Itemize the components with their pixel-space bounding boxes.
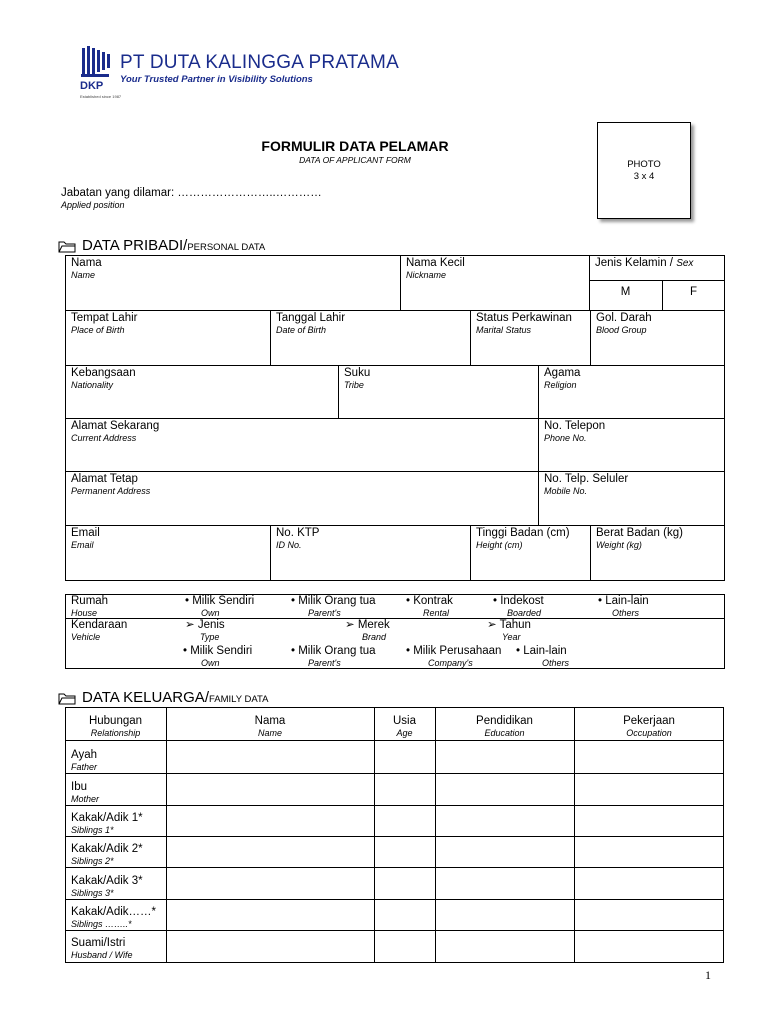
family-header-age: Usia Age [392,715,416,738]
family-header-relationship: Hubungan Relationship [88,715,143,738]
photo-box [597,122,691,219]
field-current-address[interactable]: Alamat Sekarang Current Address [71,420,160,443]
field-marital-status[interactable]: Status Perkawinan Marital Status [476,312,572,335]
field-sex-label: Jenis Kelamin / Sex [595,257,694,269]
vehicle-type[interactable]: ➢ Jenis Type [185,619,225,642]
field-tribe[interactable]: Suku Tribe [344,367,371,390]
field-nickname[interactable]: Nama Kecil Nickname [406,257,465,280]
field-religion[interactable]: Agama Religion [544,367,581,390]
field-blood-group[interactable]: Gol. Darah Blood Group [596,312,652,335]
family-row-sibling-2[interactable]: Kakak/Adik 2* Siblings 2* [71,843,143,866]
field-nationality[interactable]: Kebangsaan Nationality [71,367,136,390]
family-row-sibling-3[interactable]: Kakak/Adik 3* Siblings 3* [71,875,143,898]
field-date-of-birth[interactable]: Tanggal Lahir Date of Birth [276,312,346,335]
family-row-sibling-1[interactable]: Kakak/Adik 1* Siblings 1* [71,812,143,835]
family-row-sibling-n[interactable]: Kakak/Adik……* Siblings ……..* [71,906,157,929]
house-option-parents[interactable]: • Milik Orang tua Parent's [291,595,376,618]
family-header-name: Nama Name [254,715,286,738]
field-vehicle: Kendaraan Vehicle [71,619,128,642]
vehicle-option-parents[interactable]: • Milik Orang tua Parent's [291,645,376,668]
house-option-own[interactable]: • Milik Sendiri Own [185,595,255,618]
sex-option-m[interactable]: M [620,286,631,298]
field-email[interactable]: Email Email [71,527,100,550]
company-name: PT DUTA KALINGGA PRATAMA [120,52,399,73]
logo-mark: DKP [80,80,104,92]
house-option-rental[interactable]: • Kontrak Rental [406,595,453,618]
field-phone[interactable]: No. Telepon Phone No. [544,420,606,443]
field-mobile[interactable]: No. Telp. Seluler Mobile No. [544,473,629,496]
company-logo [78,44,399,106]
field-permanent-address[interactable]: Alamat Tetap Permanent Address [71,473,151,496]
vehicle-option-own[interactable]: • Milik Sendiri Own [183,645,253,668]
family-header-education: Pendidikan Education [476,715,533,738]
family-row-mother[interactable]: Ibu Mother [71,781,100,804]
folder-icon [58,692,76,705]
page-number: 1 [705,968,711,982]
field-place-of-birth[interactable]: Tempat Lahir Place of Birth [71,312,138,335]
house-option-others[interactable]: • Lain-lain Others [598,595,649,618]
house-option-boarded[interactable]: • Indekost Boarded [493,595,544,618]
vehicle-brand[interactable]: ➢ Merek Brand [345,619,390,642]
personal-data-heading [58,237,265,255]
vehicle-option-company[interactable]: • Milik Perusahaan Company's [406,645,502,668]
photo-size: 3 x 4 [633,171,655,182]
form-title: FORMULIR DATA PELAMAR [261,138,449,154]
personal-data-title: DATA PRIBADI/ [82,237,188,254]
logo-established: Established since 1987 [80,94,122,99]
photo-label: PHOTO [627,159,661,170]
family-row-father[interactable]: Ayah Father [71,749,98,772]
field-height[interactable]: Tinggi Badan (cm) Height (cm) [476,527,570,550]
family-header-occupation: Pekerjaan Occupation [623,715,675,738]
folder-icon [58,240,76,253]
personal-data-title-en: PERSONAL DATA [187,242,266,253]
family-data-title-en: FAMILY DATA [208,694,269,705]
field-id-number[interactable]: No. KTP ID No. [276,527,320,550]
applied-position-sub: Applied position [61,200,125,210]
vehicle-year[interactable]: ➢ Tahun Year [487,619,531,642]
form-subtitle: DATA OF APPLICANT FORM [299,155,411,165]
vehicle-option-others[interactable]: • Lain-lain Others [516,645,570,668]
family-row-spouse[interactable]: Suami/Istri Husband / Wife [71,937,133,960]
field-weight[interactable]: Berat Badan (kg) Weight (kg) [596,527,683,550]
family-data-heading [58,689,268,707]
field-name[interactable]: Nama Name [71,257,102,280]
family-data-title: DATA KELUARGA/ [82,689,209,706]
applied-position-label[interactable]: Jabatan yang dilamar: ……………………..………… [61,187,322,199]
company-tagline: Your Trusted Partner in Visibility Solutions [120,74,313,85]
field-house: Rumah House [71,595,109,618]
sex-option-f[interactable]: F [689,286,698,298]
